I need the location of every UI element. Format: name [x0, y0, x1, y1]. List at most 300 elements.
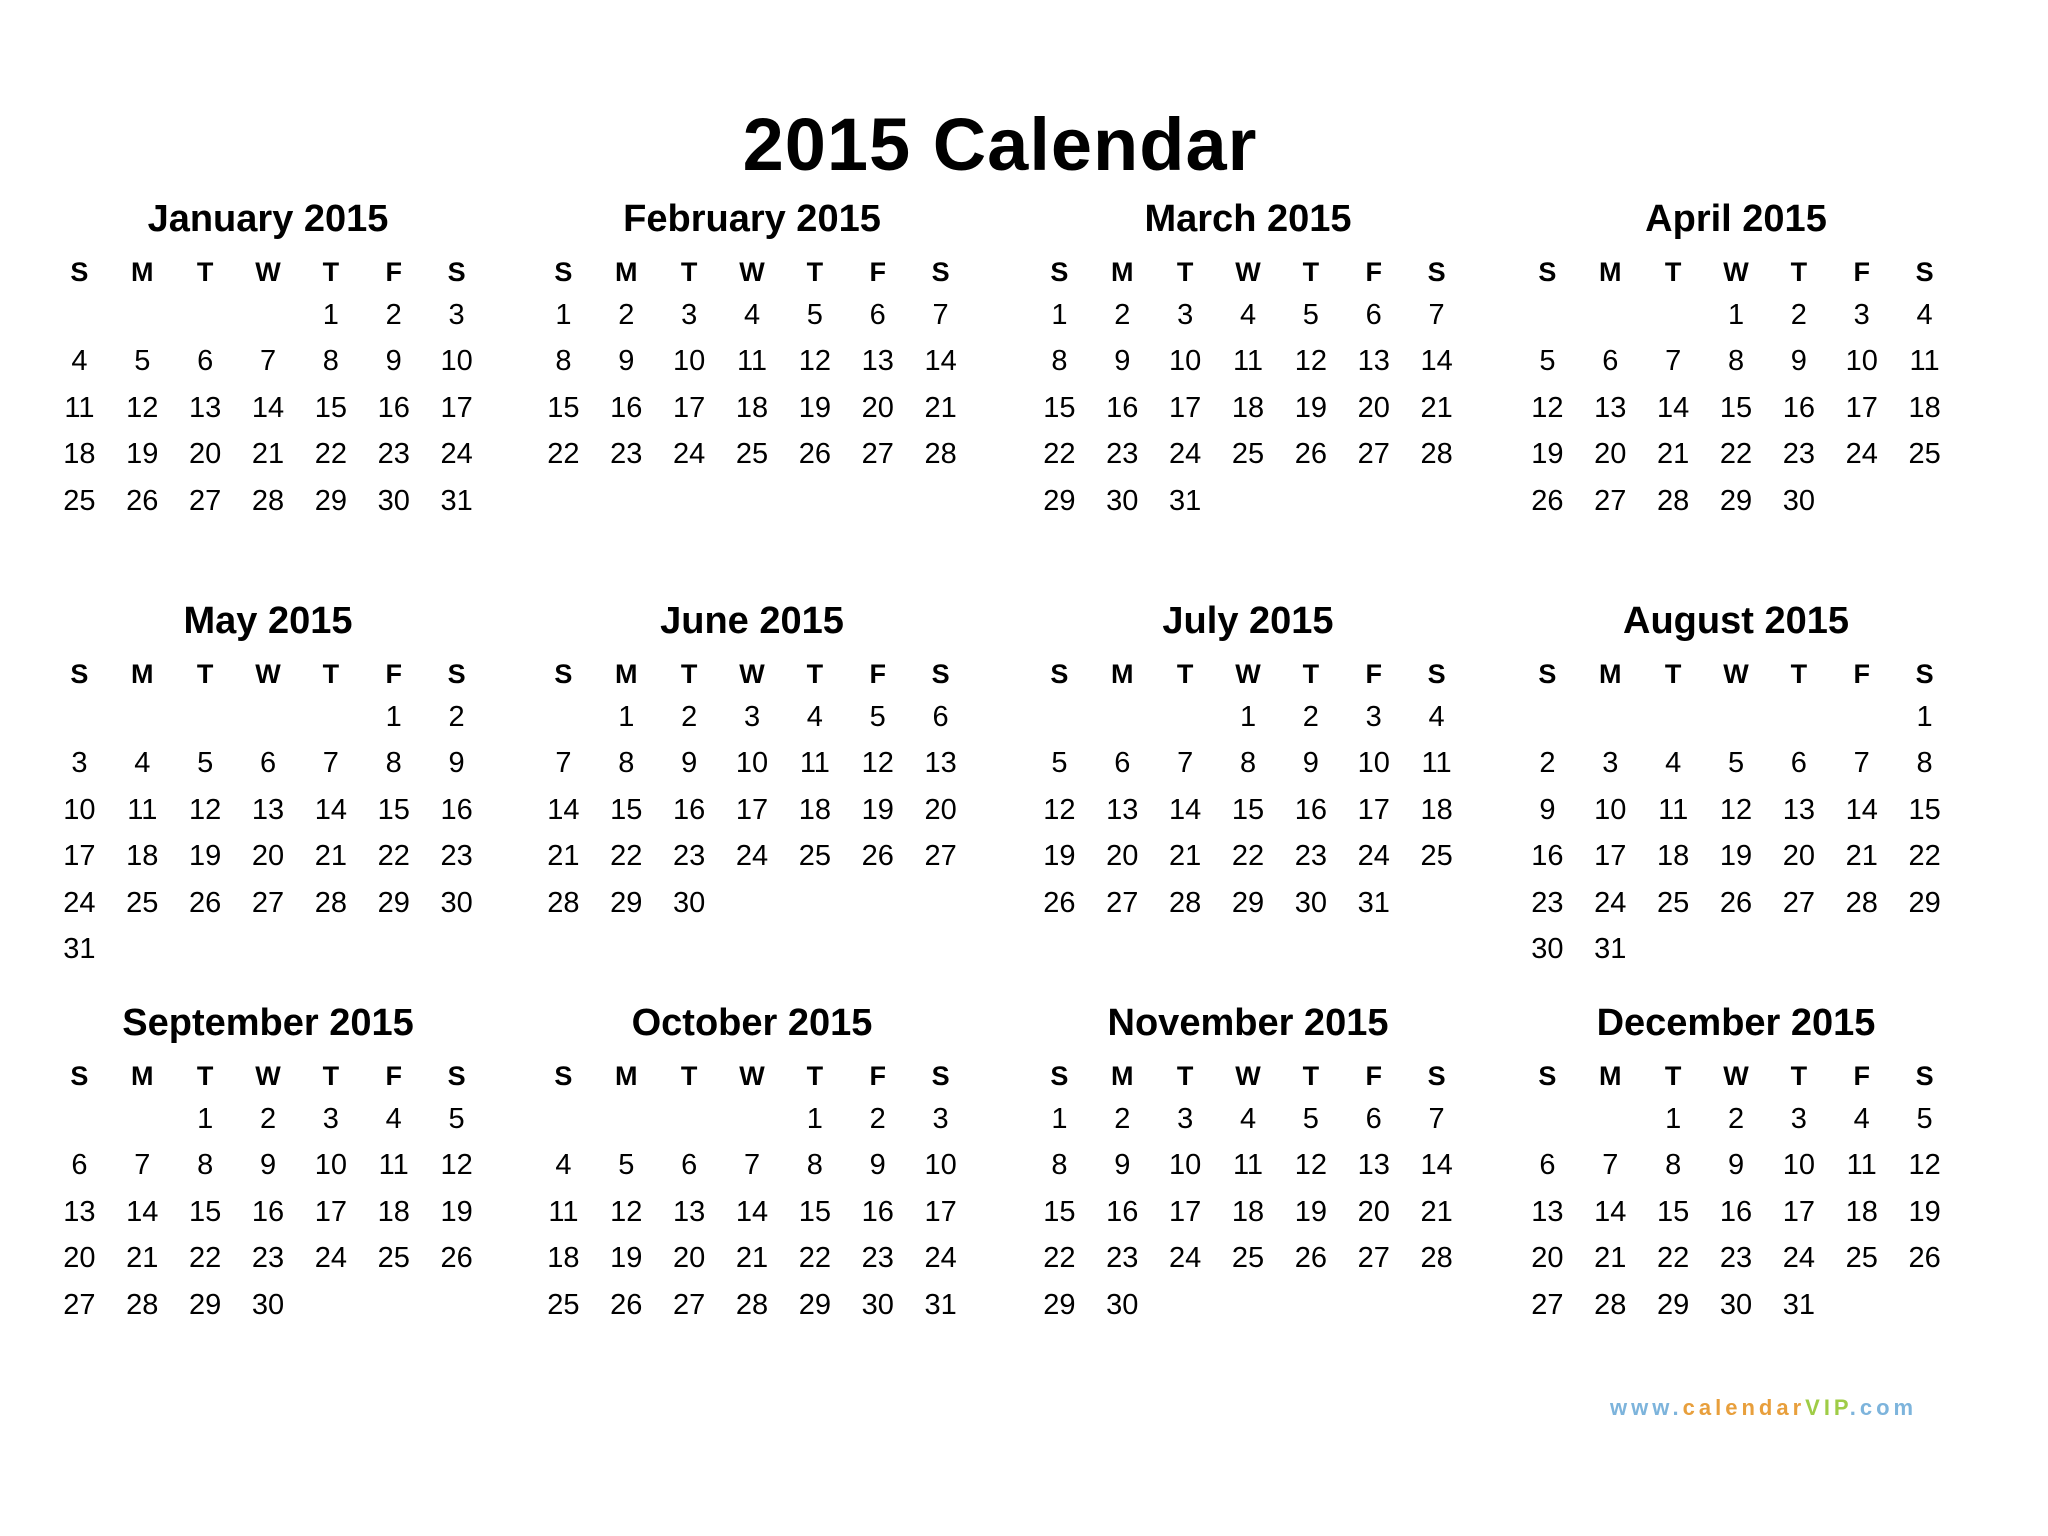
- weekday-label: T: [1790, 658, 1808, 689]
- day-cell: 14: [1420, 1149, 1453, 1182]
- day-cell: 4: [1239, 298, 1257, 331]
- day-cell: 9: [1790, 345, 1807, 378]
- weekday-header-row: [48, 1056, 488, 1096]
- day-cell: 24: [440, 438, 473, 471]
- week-row: [532, 694, 972, 741]
- weekday-label: M: [1111, 1060, 1134, 1091]
- day-cell: 7: [1428, 298, 1445, 331]
- day-cell: 3: [322, 1102, 339, 1135]
- day-cell: 23: [377, 438, 410, 471]
- day-cell: 26: [1294, 438, 1327, 471]
- week-row: [48, 694, 488, 741]
- month-title: November 2015: [1107, 1002, 1389, 1044]
- day-cell: 11: [1232, 345, 1264, 378]
- day-cell: 8: [1665, 1149, 1682, 1182]
- day-cell: 3: [1365, 700, 1382, 733]
- weekday-label: W: [1723, 256, 1749, 287]
- day-cell: 14: [924, 345, 957, 378]
- week-row: [532, 385, 972, 432]
- day-cell: 31: [1357, 886, 1390, 919]
- day-cell: 9: [618, 345, 635, 378]
- day-cell: 26: [861, 840, 894, 873]
- day-cell: 26: [1719, 886, 1753, 919]
- day-cell: 27: [1782, 886, 1815, 919]
- day-cell: 29: [610, 886, 643, 919]
- day-cell: 1: [1051, 1102, 1068, 1135]
- day-cell: 29: [1231, 886, 1265, 919]
- day-cell: 15: [547, 391, 580, 424]
- day-cell: 2: [259, 1102, 277, 1135]
- weekday-label: F: [869, 658, 886, 689]
- weekday-label: F: [1853, 1060, 1870, 1091]
- day-cell: 31: [63, 933, 96, 966]
- day-cell: 5: [1727, 747, 1745, 780]
- week-row: [1516, 694, 1956, 741]
- day-cell: 24: [735, 840, 769, 873]
- day-cell: 23: [1719, 1242, 1753, 1275]
- day-cell: 7: [1853, 747, 1870, 780]
- day-cell: 23: [1106, 1242, 1139, 1275]
- day-cell: 19: [798, 391, 831, 424]
- day-cell: 9: [1727, 1149, 1745, 1182]
- week-row: [532, 432, 972, 479]
- day-cell: 20: [251, 840, 285, 873]
- day-cell: 20: [924, 793, 957, 826]
- day-cell: 22: [1043, 1242, 1076, 1275]
- watermark-part: .com: [1849, 1395, 1918, 1420]
- day-cell: 9: [1114, 1149, 1131, 1182]
- day-cell: 25: [1420, 840, 1453, 873]
- day-cell: 10: [63, 793, 96, 826]
- day-cell: 2: [1790, 298, 1807, 331]
- day-cell: 12: [189, 793, 222, 826]
- day-cell: 1: [1665, 1102, 1682, 1135]
- day-cell: 17: [673, 391, 706, 424]
- day-cell: 10: [440, 345, 473, 378]
- week-row: [48, 741, 488, 788]
- month-block: [1028, 602, 1468, 927]
- day-cell: 19: [610, 1242, 643, 1275]
- day-cell: 9: [1114, 345, 1131, 378]
- day-cell: 19: [126, 438, 159, 471]
- day-cell: 3: [681, 298, 698, 331]
- day-cell: 10: [924, 1149, 957, 1182]
- day-cell: 7: [1428, 1102, 1445, 1135]
- day-cell: 30: [377, 484, 410, 517]
- day-cell: 8: [1239, 747, 1257, 780]
- day-cell: 13: [861, 345, 894, 378]
- weekday-label: S: [1050, 658, 1069, 689]
- week-row: [1516, 834, 1956, 881]
- weekday-label: T: [1790, 256, 1808, 287]
- day-cell: 29: [377, 886, 410, 919]
- day-cell: 29: [1043, 1288, 1076, 1321]
- day-cell: 19: [1908, 1195, 1941, 1228]
- day-cell: 30: [1782, 484, 1815, 517]
- weekday-label: F: [1365, 1060, 1382, 1091]
- day-cell: 21: [251, 438, 285, 471]
- day-cell: 1: [806, 1102, 823, 1135]
- weekday-label: S: [70, 256, 89, 287]
- day-cell: 1: [618, 700, 635, 733]
- week-row: [1028, 1282, 1468, 1329]
- weekday-label: S: [1427, 1060, 1446, 1091]
- weekday-label: M: [1599, 256, 1622, 287]
- weekday-label: T: [322, 658, 340, 689]
- week-row: [532, 741, 972, 788]
- day-cell: 1: [197, 1102, 214, 1135]
- week-row: [48, 880, 488, 927]
- day-cell: 6: [681, 1149, 698, 1182]
- day-cell: 14: [547, 793, 580, 826]
- day-cell: 22: [314, 438, 347, 471]
- day-cell: 27: [1594, 484, 1627, 517]
- weekday-header-row: [48, 654, 488, 694]
- day-cell: 19: [1719, 840, 1753, 873]
- day-cell: 19: [440, 1195, 473, 1228]
- day-cell: 21: [924, 391, 957, 424]
- day-cell: 17: [440, 391, 473, 424]
- day-cell: 19: [1043, 840, 1076, 873]
- day-cell: 23: [251, 1242, 285, 1275]
- day-cell: 18: [735, 391, 769, 424]
- day-cell: 15: [314, 391, 347, 424]
- day-cell: 4: [1665, 747, 1682, 780]
- day-cell: 28: [1420, 1242, 1453, 1275]
- day-cell: 13: [1594, 391, 1627, 424]
- day-cell: 9: [448, 747, 465, 780]
- day-cell: 15: [610, 793, 643, 826]
- day-cell: 31: [440, 484, 473, 517]
- weekday-header-row: [1028, 654, 1468, 694]
- day-cell: 13: [924, 747, 957, 780]
- day-cell: 1: [1916, 700, 1933, 733]
- weekday-header-row: [1516, 252, 1956, 292]
- day-cell: 22: [1231, 840, 1265, 873]
- month-block: [1516, 602, 1956, 973]
- day-cell: 18: [1231, 391, 1265, 424]
- day-cell: 25: [1657, 886, 1690, 919]
- day-cell: 7: [1602, 1149, 1619, 1182]
- day-cell: 3: [448, 298, 465, 331]
- day-cell: 3: [71, 747, 88, 780]
- day-cell: 23: [1782, 438, 1815, 471]
- day-cell: 21: [1169, 840, 1202, 873]
- day-cell: 21: [126, 1242, 159, 1275]
- day-cell: 8: [806, 1149, 823, 1182]
- day-cell: 6: [1539, 1149, 1556, 1182]
- day-cell: 11: [1846, 1149, 1877, 1182]
- day-cell: 17: [1169, 391, 1202, 424]
- day-cell: 29: [1908, 886, 1941, 919]
- weekday-label: S: [1915, 256, 1934, 287]
- day-cell: 28: [1594, 1288, 1627, 1321]
- day-cell: 1: [385, 700, 402, 733]
- day-cell: 22: [1043, 438, 1076, 471]
- weekday-label: T: [1664, 1060, 1682, 1091]
- day-cell: 9: [1302, 747, 1319, 780]
- day-cell: 4: [71, 345, 88, 378]
- week-row: [48, 385, 488, 432]
- day-cell: 14: [1657, 391, 1690, 424]
- day-cell: 8: [197, 1149, 214, 1182]
- week-row: [1028, 1143, 1468, 1190]
- month-title: October 2015: [631, 1002, 873, 1044]
- day-cell: 23: [610, 438, 643, 471]
- day-cell: 1: [322, 298, 339, 331]
- day-cell: 27: [924, 840, 957, 873]
- day-cell: 29: [1657, 1288, 1690, 1321]
- day-cell: 25: [126, 886, 159, 919]
- month-title: February 2015: [623, 198, 881, 240]
- weekday-header-row: [532, 654, 972, 694]
- weekday-label: S: [931, 1060, 950, 1091]
- day-cell: 21: [1845, 840, 1878, 873]
- month-block: [532, 1004, 972, 1329]
- weekday-header-row: [1028, 1056, 1468, 1096]
- day-cell: 22: [610, 840, 643, 873]
- weekday-label: S: [1427, 658, 1446, 689]
- day-cell: 24: [924, 1242, 957, 1275]
- day-cell: 28: [251, 484, 285, 517]
- day-cell: 5: [618, 1149, 635, 1182]
- day-cell: 19: [1531, 438, 1564, 471]
- weekday-label: S: [1915, 658, 1934, 689]
- weekday-label: T: [806, 256, 824, 287]
- day-cell: 12: [798, 345, 831, 378]
- day-cell: 16: [861, 1195, 894, 1228]
- day-cell: 20: [1531, 1242, 1564, 1275]
- week-row: [1028, 787, 1468, 834]
- weekday-label: S: [1050, 256, 1069, 287]
- day-cell: 2: [869, 1102, 886, 1135]
- day-cell: 27: [861, 438, 894, 471]
- weekday-label: T: [806, 1060, 824, 1091]
- weekday-label: T: [1176, 256, 1194, 287]
- day-cell: 2: [1114, 1102, 1131, 1135]
- weekday-label: W: [739, 256, 765, 287]
- day-cell: 7: [259, 345, 277, 378]
- day-cell: 3: [1177, 298, 1194, 331]
- day-cell: 6: [1365, 1102, 1382, 1135]
- month-block: [48, 602, 488, 973]
- day-cell: 16: [673, 793, 706, 826]
- weekday-label: M: [131, 1060, 154, 1091]
- day-cell: 17: [1845, 391, 1878, 424]
- weekday-label: W: [255, 658, 281, 689]
- day-cell: 7: [555, 747, 572, 780]
- month-title: January 2015: [147, 198, 389, 240]
- weekday-label: S: [1538, 256, 1557, 287]
- day-cell: 31: [1169, 484, 1202, 517]
- day-cell: 24: [1782, 1242, 1815, 1275]
- day-cell: 18: [1420, 793, 1453, 826]
- day-cell: 21: [1594, 1242, 1627, 1275]
- day-cell: 4: [385, 1102, 402, 1135]
- day-cell: 14: [1169, 793, 1202, 826]
- day-cell: 20: [1782, 840, 1815, 873]
- weekday-label: S: [554, 658, 573, 689]
- weekday-label: S: [447, 256, 466, 287]
- day-cell: 23: [1531, 886, 1564, 919]
- day-cell: 10: [1845, 345, 1878, 378]
- day-cell: 30: [1294, 886, 1327, 919]
- day-cell: 2: [1539, 747, 1556, 780]
- week-row: [1516, 927, 1956, 974]
- day-cell: 22: [798, 1242, 831, 1275]
- day-cell: 5: [1302, 298, 1319, 331]
- day-cell: 14: [251, 391, 285, 424]
- day-cell: 20: [1357, 1195, 1390, 1228]
- weekday-label: T: [1664, 658, 1682, 689]
- day-cell: 5: [1539, 345, 1556, 378]
- week-row: [1028, 741, 1468, 788]
- week-row: [1516, 339, 1956, 386]
- day-cell: 22: [377, 840, 410, 873]
- weekday-label: M: [131, 256, 154, 287]
- day-cell: 10: [1782, 1149, 1815, 1182]
- week-row: [1516, 880, 1956, 927]
- weekday-label: S: [447, 658, 466, 689]
- day-cell: 14: [1420, 345, 1453, 378]
- day-cell: 21: [1420, 391, 1453, 424]
- day-cell: 15: [1908, 793, 1941, 826]
- day-cell: 1: [1051, 298, 1068, 331]
- day-cell: 15: [377, 793, 410, 826]
- weekday-label: T: [1176, 1060, 1194, 1091]
- weekday-label: M: [1111, 658, 1134, 689]
- weekday-header-row: [1516, 1056, 1956, 1096]
- weekday-label: W: [1723, 1060, 1749, 1091]
- day-cell: 14: [126, 1195, 159, 1228]
- weekday-label: S: [554, 1060, 573, 1091]
- weekday-label: S: [70, 658, 89, 689]
- day-cell: 13: [1106, 793, 1139, 826]
- day-cell: 8: [1727, 345, 1745, 378]
- day-cell: 27: [1357, 438, 1390, 471]
- day-cell: 30: [1106, 484, 1139, 517]
- day-cell: 11: [736, 345, 768, 378]
- day-cell: 16: [1106, 1195, 1139, 1228]
- month-title: August 2015: [1623, 600, 1849, 642]
- week-row: [1028, 292, 1468, 339]
- day-cell: 26: [126, 484, 159, 517]
- day-cell: 24: [1169, 1242, 1202, 1275]
- day-cell: 12: [1294, 1149, 1327, 1182]
- day-cell: 16: [1531, 840, 1564, 873]
- weekday-header-row: [1028, 252, 1468, 292]
- day-cell: 28: [1657, 484, 1690, 517]
- day-cell: 3: [743, 700, 761, 733]
- day-cell: 18: [798, 793, 831, 826]
- month-block: [532, 602, 972, 927]
- weekday-label: W: [739, 658, 765, 689]
- day-cell: 29: [798, 1288, 831, 1321]
- day-cell: 11: [1658, 793, 1689, 826]
- weekday-label: T: [1302, 1060, 1320, 1091]
- day-cell: 5: [1051, 747, 1068, 780]
- day-cell: 5: [448, 1102, 465, 1135]
- week-row: [48, 1189, 488, 1236]
- day-cell: 10: [1357, 747, 1390, 780]
- weekday-label: T: [322, 256, 340, 287]
- day-cell: 2: [385, 298, 402, 331]
- day-cell: 24: [1594, 886, 1627, 919]
- watermark-part: calendar: [1682, 1395, 1806, 1420]
- day-cell: 28: [1169, 886, 1202, 919]
- day-cell: 2: [681, 700, 698, 733]
- week-row: [1516, 432, 1956, 479]
- day-cell: 12: [1531, 391, 1564, 424]
- week-row: [532, 1096, 972, 1143]
- week-row: [1516, 292, 1956, 339]
- day-cell: 17: [1357, 793, 1390, 826]
- day-cell: 7: [322, 747, 339, 780]
- day-cell: 12: [1294, 345, 1327, 378]
- week-row: [532, 292, 972, 339]
- day-cell: 12: [1719, 793, 1753, 826]
- day-cell: 16: [610, 391, 643, 424]
- day-cell: 21: [1657, 438, 1690, 471]
- week-row: [48, 927, 488, 974]
- day-cell: 18: [377, 1195, 410, 1228]
- day-cell: 3: [1177, 1102, 1194, 1135]
- weekday-label: F: [1853, 658, 1870, 689]
- week-row: [1516, 1189, 1956, 1236]
- day-cell: 30: [673, 886, 706, 919]
- weekday-label: T: [1302, 658, 1320, 689]
- month-title: September 2015: [122, 1002, 414, 1044]
- day-cell: 27: [673, 1288, 706, 1321]
- day-cell: 17: [1169, 1195, 1202, 1228]
- day-cell: 16: [440, 793, 473, 826]
- week-row: [532, 1143, 972, 1190]
- month-title: December 2015: [1596, 1002, 1876, 1044]
- week-row: [532, 1189, 972, 1236]
- weekday-label: F: [1365, 256, 1382, 287]
- day-cell: 25: [1845, 1242, 1878, 1275]
- weekday-label: T: [680, 256, 698, 287]
- month-block: [1516, 200, 1956, 525]
- day-cell: 4: [743, 298, 761, 331]
- weekday-label: F: [385, 1060, 402, 1091]
- month-title: April 2015: [1645, 198, 1827, 240]
- day-cell: 1: [555, 298, 572, 331]
- day-cell: 6: [197, 345, 214, 378]
- watermark-part: www.: [1610, 1395, 1683, 1420]
- day-cell: 15: [1719, 391, 1753, 424]
- day-cell: 11: [127, 793, 158, 826]
- day-cell: 16: [1782, 391, 1815, 424]
- week-row: [48, 1236, 488, 1283]
- day-cell: 21: [314, 840, 347, 873]
- day-cell: 4: [1853, 1102, 1870, 1135]
- day-cell: 11: [548, 1195, 579, 1228]
- day-cell: 6: [1365, 298, 1382, 331]
- day-cell: 20: [1594, 438, 1627, 471]
- week-row: [532, 1282, 972, 1329]
- day-cell: 24: [314, 1242, 347, 1275]
- day-cell: 26: [1294, 1242, 1327, 1275]
- day-cell: 7: [1665, 345, 1682, 378]
- week-row: [1028, 339, 1468, 386]
- watermark-link[interactable]: [1610, 1397, 1917, 1419]
- weekday-label: M: [615, 1060, 638, 1091]
- day-cell: 28: [314, 886, 347, 919]
- day-cell: 7: [1177, 747, 1194, 780]
- day-cell: 28: [1420, 438, 1453, 471]
- day-cell: 11: [64, 391, 95, 424]
